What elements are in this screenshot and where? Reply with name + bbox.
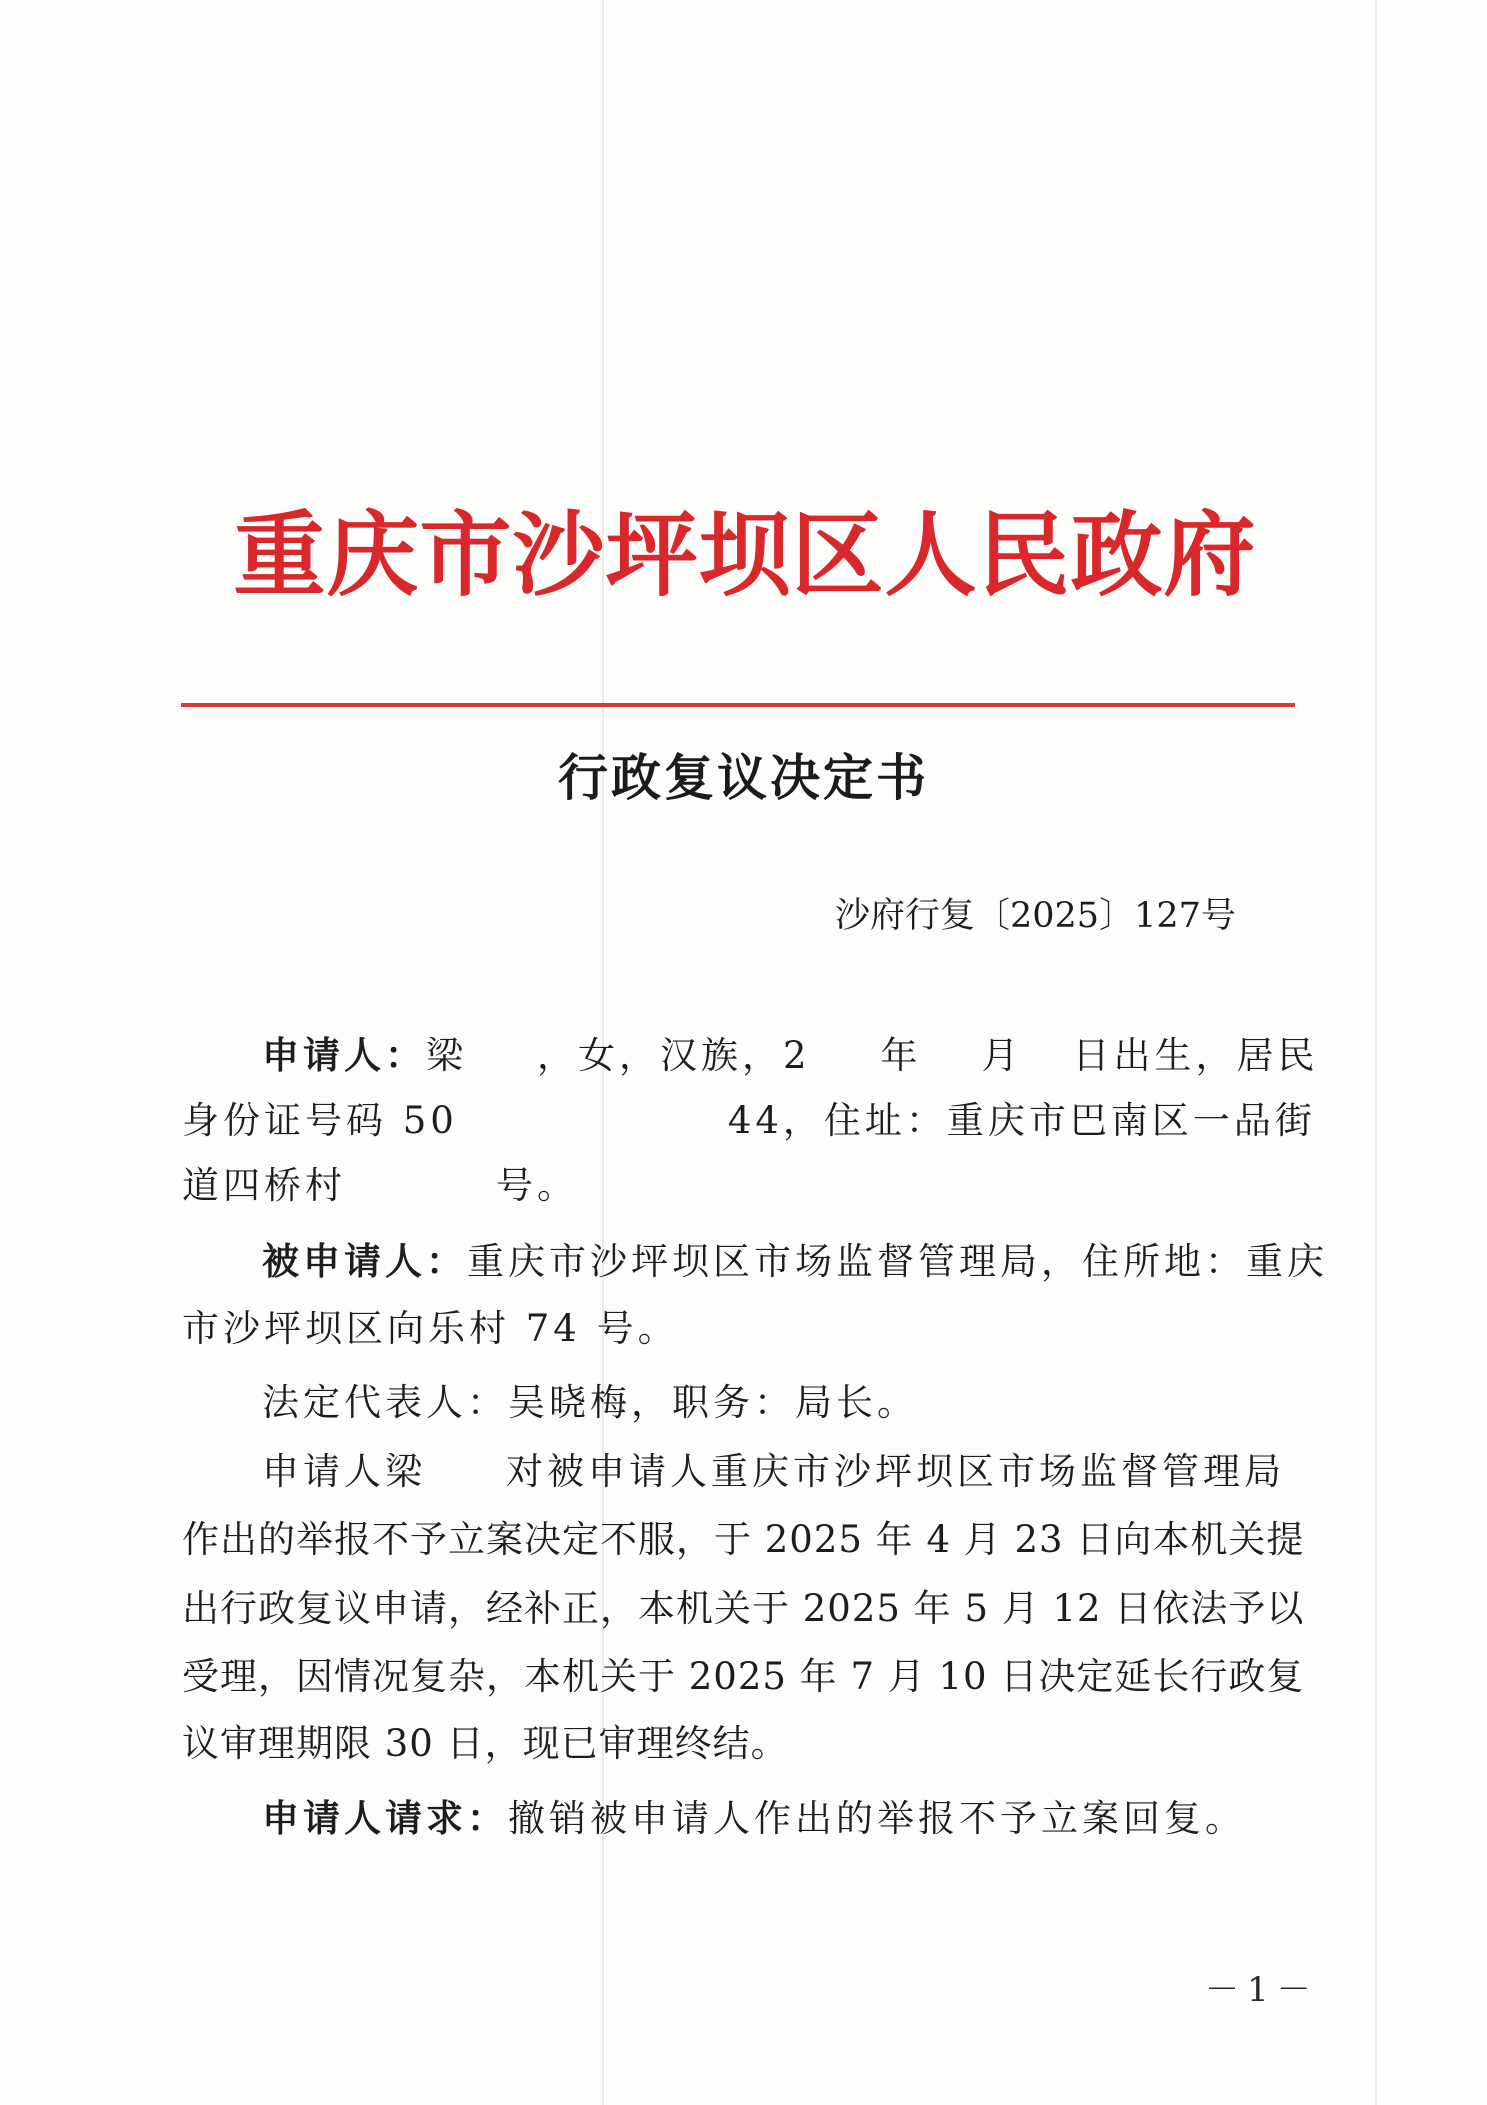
issuer-header: 重庆市沙坪坝区人民政府 <box>233 502 1257 609</box>
applicant-line-3: 道四桥村 号。 <box>182 1164 578 1207</box>
page-number: －1－ <box>1205 1970 1319 2010</box>
legal-representative: 法定代表人：吴晓梅，职务：局长。 <box>262 1381 918 1424</box>
procedure-line-1: 申请人梁 对被申请人重庆市沙坪坝区市场监督管理局 <box>262 1450 1285 1493</box>
respondent-line-1: 被申请人：重庆市沙坪坝区市场监督管理局，住所地：重庆 <box>262 1240 1328 1283</box>
applicant-line-2: 身份证号码 50 44，住址：重庆市巴南区一品街 <box>182 1099 1316 1142</box>
procedure-line-5: 议审理期限 30 日，现已审理终结。 <box>182 1722 789 1765</box>
respondent-label: 被申请人： <box>262 1240 467 1283</box>
paper-fold-line <box>1375 0 1377 2105</box>
red-divider-line <box>181 703 1295 707</box>
procedure-line-3: 出行政复议申请，经补正，本机关于 2025 年 5 月 12 日依法予以 <box>182 1587 1305 1630</box>
document-number: 沙府行复〔2025〕127号 <box>835 896 1236 936</box>
document-title: 行政复议决定书 <box>558 748 929 807</box>
procedure-line-2: 作出的举报不予立案决定不服，于 2025 年 4 月 23 日向本机关提 <box>182 1518 1305 1561</box>
procedure-line-4: 受理，因情况复杂，本机关于 2025 年 7 月 10 日决定延长行政复 <box>182 1655 1305 1698</box>
applicant-line-1: 申请人：梁 ，女，汉族，2 年 月 日出生，居民 <box>262 1034 1319 1077</box>
respondent-line-2: 市沙坪坝区向乐村 74 号。 <box>182 1307 679 1350</box>
applicant-label: 申请人： <box>262 1034 426 1077</box>
request-label: 申请人请求： <box>262 1797 508 1840</box>
request-line: 申请人请求：撤销被申请人作出的举报不予立案回复。 <box>262 1797 1246 1840</box>
